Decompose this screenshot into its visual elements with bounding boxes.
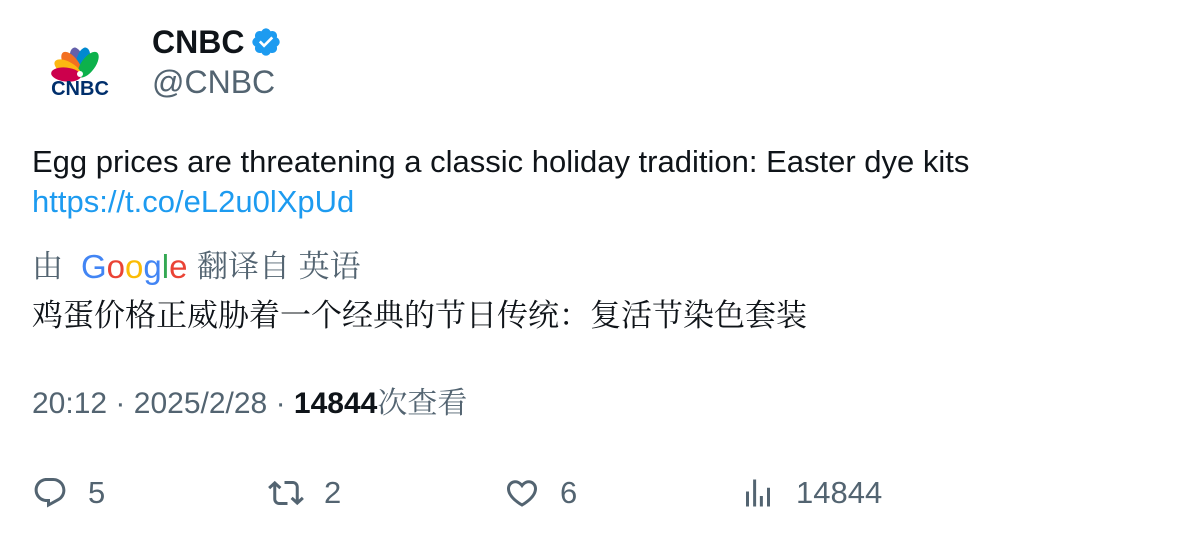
svg-text:CNBC: CNBC — [51, 78, 109, 100]
translation-suffix: 翻译自 英语 — [197, 249, 361, 284]
author-handle[interactable]: @CNBC — [152, 64, 276, 100]
reply-button[interactable] — [32, 468, 105, 518]
view-count: 14844 — [293, 387, 378, 420]
display-name[interactable]: CNBC — [152, 24, 245, 60]
views-label: 次查看 — [377, 387, 468, 420]
meta-separator-1: · — [115, 387, 126, 420]
reply-count: 5 — [88, 475, 106, 510]
google-logo-icon[interactable] — [81, 246, 188, 288]
tweet-body: Egg prices are threatening a classic holiday tradition: Easter dye kits — [32, 144, 970, 179]
tweet-link[interactable]: https://t.co/eL2u0lXpUd — [32, 184, 355, 219]
tweet-time[interactable]: 20:12 — [32, 387, 108, 420]
translated-text: 鸡蛋价格正威胁着一个经典的节日传统：复活节染色套装 — [32, 298, 807, 333]
like-count: 6 — [560, 475, 578, 510]
translation-attribution — [32, 246, 361, 288]
translation-prefix: 由 — [32, 249, 63, 284]
author-name-row — [152, 22, 282, 62]
like-button[interactable] — [504, 468, 577, 518]
avatar[interactable] — [32, 22, 128, 118]
tweet-date[interactable]: 2025/2/28 — [133, 387, 268, 420]
reply-icon — [32, 475, 68, 511]
meta-separator-2: · — [275, 387, 286, 420]
cnbc-peacock-logo-icon — [32, 22, 128, 118]
google-logo-text: Google — [81, 248, 188, 285]
verified-badge-icon — [250, 26, 282, 58]
action-bar — [0, 468, 1196, 518]
heart-icon — [504, 475, 540, 511]
retweet-count: 2 — [324, 475, 342, 510]
retweet-icon — [268, 475, 304, 511]
retweet-button[interactable] — [268, 468, 341, 518]
tweet-meta — [32, 383, 467, 425]
views-button[interactable] — [740, 468, 882, 518]
analytics-icon — [740, 475, 776, 511]
tweet-text — [32, 142, 1162, 222]
views-count: 14844 — [796, 475, 883, 510]
